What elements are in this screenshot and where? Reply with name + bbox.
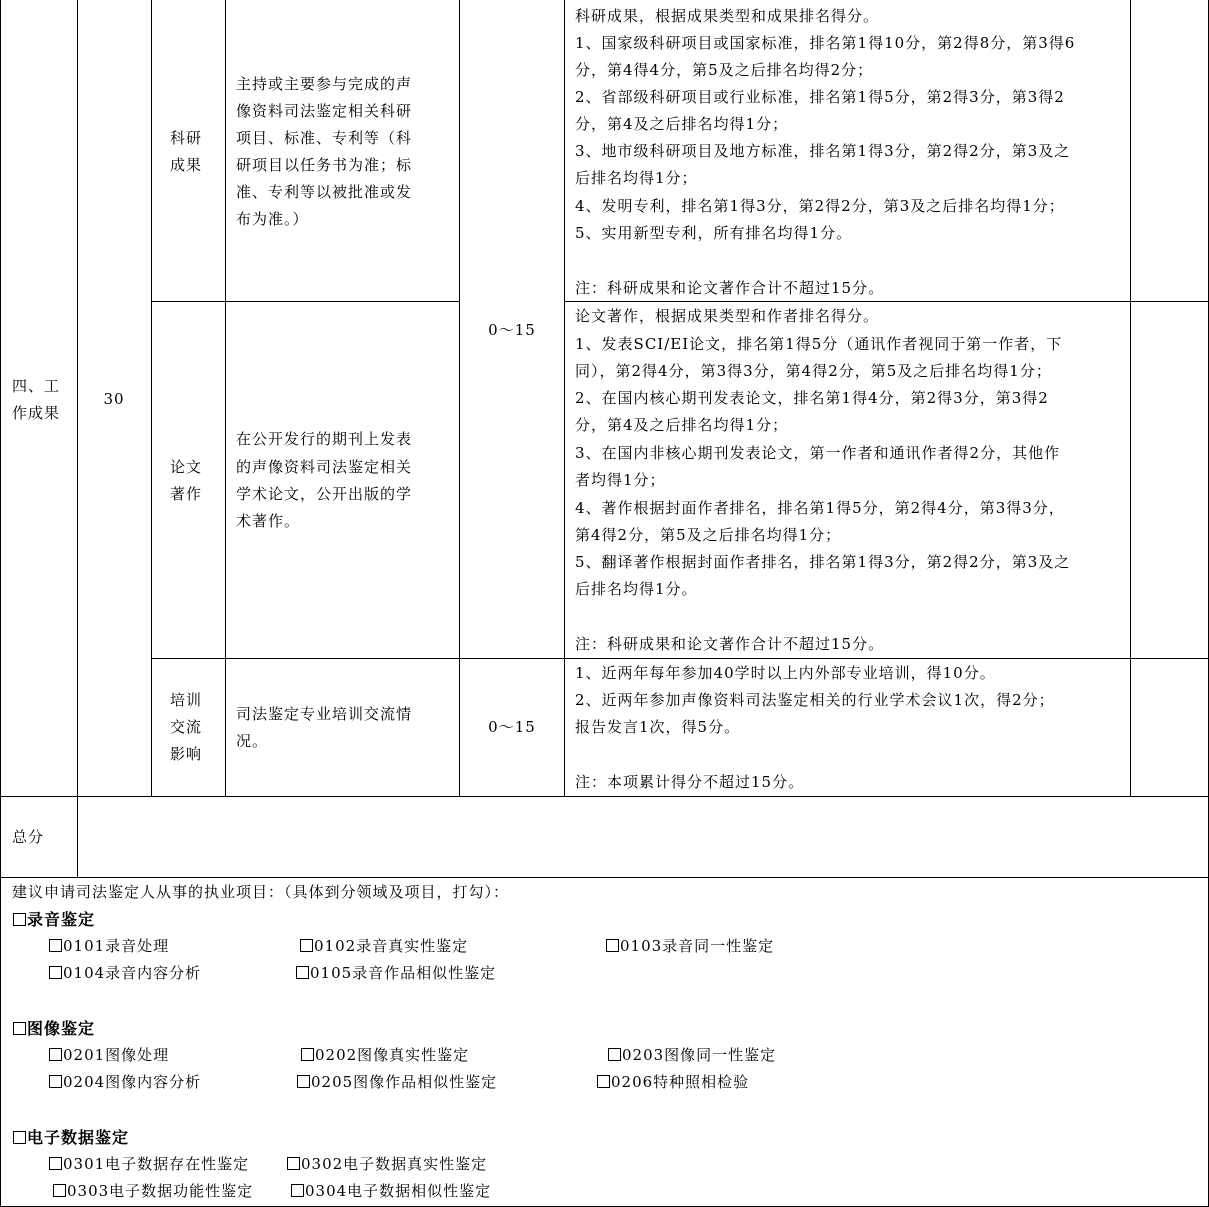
group-title-text: 图像鉴定 [27,1019,96,1038]
option-0301[interactable] [49,1151,249,1178]
criteria-line: 报告发言1次，得5分。 [575,718,741,736]
desc-line: 在公开发行的期刊上发表 [236,430,413,448]
option-0201[interactable] [49,1042,169,1069]
category-research-line1: 科研 [170,129,203,147]
category-papers-line2: 著作 [170,485,203,503]
option-label: 0303电子数据功能性鉴定 [67,1182,254,1200]
desc-line: 学术论文，公开出版的学 [236,485,413,503]
checkbox-icon[interactable] [13,913,26,926]
criteria-line: 第4得2分，第5及之后排名均得1分； [575,526,842,544]
total-input[interactable] [78,797,1208,877]
option-0204[interactable] [49,1069,201,1096]
option-0101[interactable] [49,933,169,960]
option-0206[interactable] [597,1069,749,1096]
criteria-note: 注：科研成果和论文著作合计不超过15分。 [575,635,885,653]
criteria-line: 科研成果，根据成果类型和成果排名得分。 [575,7,880,25]
option-label: 0105录音作品相似性鉴定 [310,964,497,982]
checkbox-icon[interactable] [53,1184,66,1197]
desc-line: 的声像资料司法鉴定相关 [236,458,413,476]
group-edata-title[interactable] [13,1124,129,1151]
option-label: 0201图像处理 [63,1046,170,1064]
criteria-line: 分，第4及之后排名均得1分； [575,416,789,434]
section-label-line1: 四、工 [12,377,61,395]
desc-line: 布为准。） [236,210,309,228]
option-label: 0102录音真实性鉴定 [314,937,469,955]
category-training-line2: 交流 [170,718,203,736]
checkbox-icon[interactable] [606,939,619,952]
option-0202[interactable] [301,1042,469,1069]
checkbox-icon[interactable] [287,1157,300,1170]
criteria-note: 注：本项累计得分不超过15分。 [575,773,805,791]
criteria-line: 2、省部级科研项目或行业标准，排名第1得5分，第2得3分，第3得2 [575,88,1065,106]
total-label: 总分 [12,828,45,846]
criteria-line: 5、实用新型专利，所有排名均得1分。 [575,224,853,242]
option-label: 0205图像作品相似性鉴定 [311,1073,498,1091]
criteria-line: 后排名均得1分； [575,169,698,187]
group-title-text: 电子数据鉴定 [27,1128,130,1147]
criteria-note: 注：科研成果和论文著作合计不超过15分。 [575,279,885,297]
checkbox-icon[interactable] [300,939,313,952]
criteria-line: 3、地市级科研项目及地方标准，排名第1得3分，第2得2分，第3及之 [575,142,1071,160]
option-0205[interactable] [297,1069,497,1096]
training-score-range: 0～15 [488,718,536,736]
group-title-text: 录音鉴定 [27,910,96,929]
desc-line: 主持或主要参与完成的声 [236,75,413,93]
desc-line: 准、专利等以被批准或发 [236,183,413,201]
option-label: 0202图像真实性鉴定 [315,1046,470,1064]
option-0302[interactable] [287,1151,487,1178]
checkbox-icon[interactable] [301,1048,314,1061]
option-label: 0304电子数据相似性鉴定 [305,1182,492,1200]
option-label: 0206特种照相检验 [611,1073,750,1091]
desc-line: 术著作。 [236,512,301,530]
category-papers-line1: 论文 [170,458,203,476]
section-score: 30 [103,390,125,408]
checkbox-icon[interactable] [49,966,62,979]
category-research-line2: 成果 [170,156,203,174]
option-0105[interactable] [296,960,496,987]
criteria-line: 分，第4及之后排名均得1分； [575,115,789,133]
desc-line: 像资料司法鉴定相关科研 [236,102,413,120]
checkbox-icon[interactable] [296,966,309,979]
checkbox-icon[interactable] [13,1022,26,1035]
criteria-line: 1、国家级科研项目或国家标准，排名第1得10分，第2得8分，第3得6 [575,34,1076,52]
criteria-line: 后排名均得1分。 [575,580,698,598]
group-image-title[interactable] [13,1015,95,1042]
option-label: 0203图像同一性鉴定 [622,1046,777,1064]
desc-line: 项目、标准、专利等（科 [236,129,413,147]
desc-line: 研项目以任务书为准；标 [236,156,413,174]
option-0203[interactable] [608,1042,776,1069]
criteria-line: 2、在国内核心期刊发表论文，排名第1得4分，第2得3分，第3得2 [575,389,1049,407]
criteria-line: 分，第4得4分，第5及之后排名均得2分； [575,61,874,79]
checkbox-icon[interactable] [49,1075,62,1088]
option-0303[interactable] [53,1178,253,1205]
option-label: 0204图像内容分析 [63,1073,202,1091]
criteria-line: 5、翻译著作根据封面作者排名，排名第1得3分，第2得2分，第3及之 [575,553,1071,571]
checkbox-icon[interactable] [49,1157,62,1170]
option-0304[interactable] [291,1178,491,1205]
checkbox-icon[interactable] [597,1075,610,1088]
option-0104[interactable] [49,960,201,987]
criteria-line: 4、著作根据封面作者排名，排名第1得5分，第2得4分，第3得3分， [575,499,1065,517]
checkbox-icon[interactable] [297,1075,310,1088]
option-label: 0103录音同一性鉴定 [620,937,775,955]
criteria-line: 同），第2得4分，第3得3分，第4得2分，第5及之后排名均得1分； [575,362,1052,380]
option-0103[interactable] [606,933,774,960]
checkbox-icon[interactable] [608,1048,621,1061]
criteria-line: 论文著作，根据成果类型和作者排名得分。 [575,307,880,325]
checkbox-icon[interactable] [49,1048,62,1061]
shared-score-range: 0～15 [488,321,536,339]
criteria-line: 1、近两年每年参加40学时以上内外部专业培训，得10分。 [575,664,996,682]
criteria-line: 4、发明专利，排名第1得3分，第2得2分，第3及之后排名均得1分； [575,197,1065,215]
option-label: 0104录音内容分析 [63,964,202,982]
group-audio-title[interactable] [13,906,95,933]
checkbox-icon[interactable] [49,939,62,952]
option-label: 0302电子数据真实性鉴定 [301,1155,488,1173]
suggest-header: 建议申请司法鉴定人从事的执业项目：（具体到分领域及项目，打勾）： [12,883,510,901]
category-training-line1: 培训 [170,691,203,709]
checkbox-icon[interactable] [13,1131,26,1144]
section-label-line2: 作成果 [12,404,61,422]
desc-line: 司法鉴定专业培训交流情 [236,705,413,723]
option-label: 0301电子数据存在性鉴定 [63,1155,250,1173]
option-0102[interactable] [300,933,468,960]
category-training-line3: 影响 [170,745,203,763]
desc-line: 况。 [236,732,269,750]
option-label: 0101录音处理 [63,937,170,955]
criteria-line: 2、近两年参加声像资料司法鉴定相关的行业学术会议1次，得2分； [575,691,1055,709]
criteria-line: 1、发表SCI/EI论文，排名第1得5分（通讯作者视同于第一作者，下 [575,335,1063,353]
criteria-line: 3、在国内非核心期刊发表论文，第一作者和通讯作者得2分，其他作 [575,444,1061,462]
checkbox-icon[interactable] [291,1184,304,1197]
criteria-line: 者均得1分； [575,471,666,489]
